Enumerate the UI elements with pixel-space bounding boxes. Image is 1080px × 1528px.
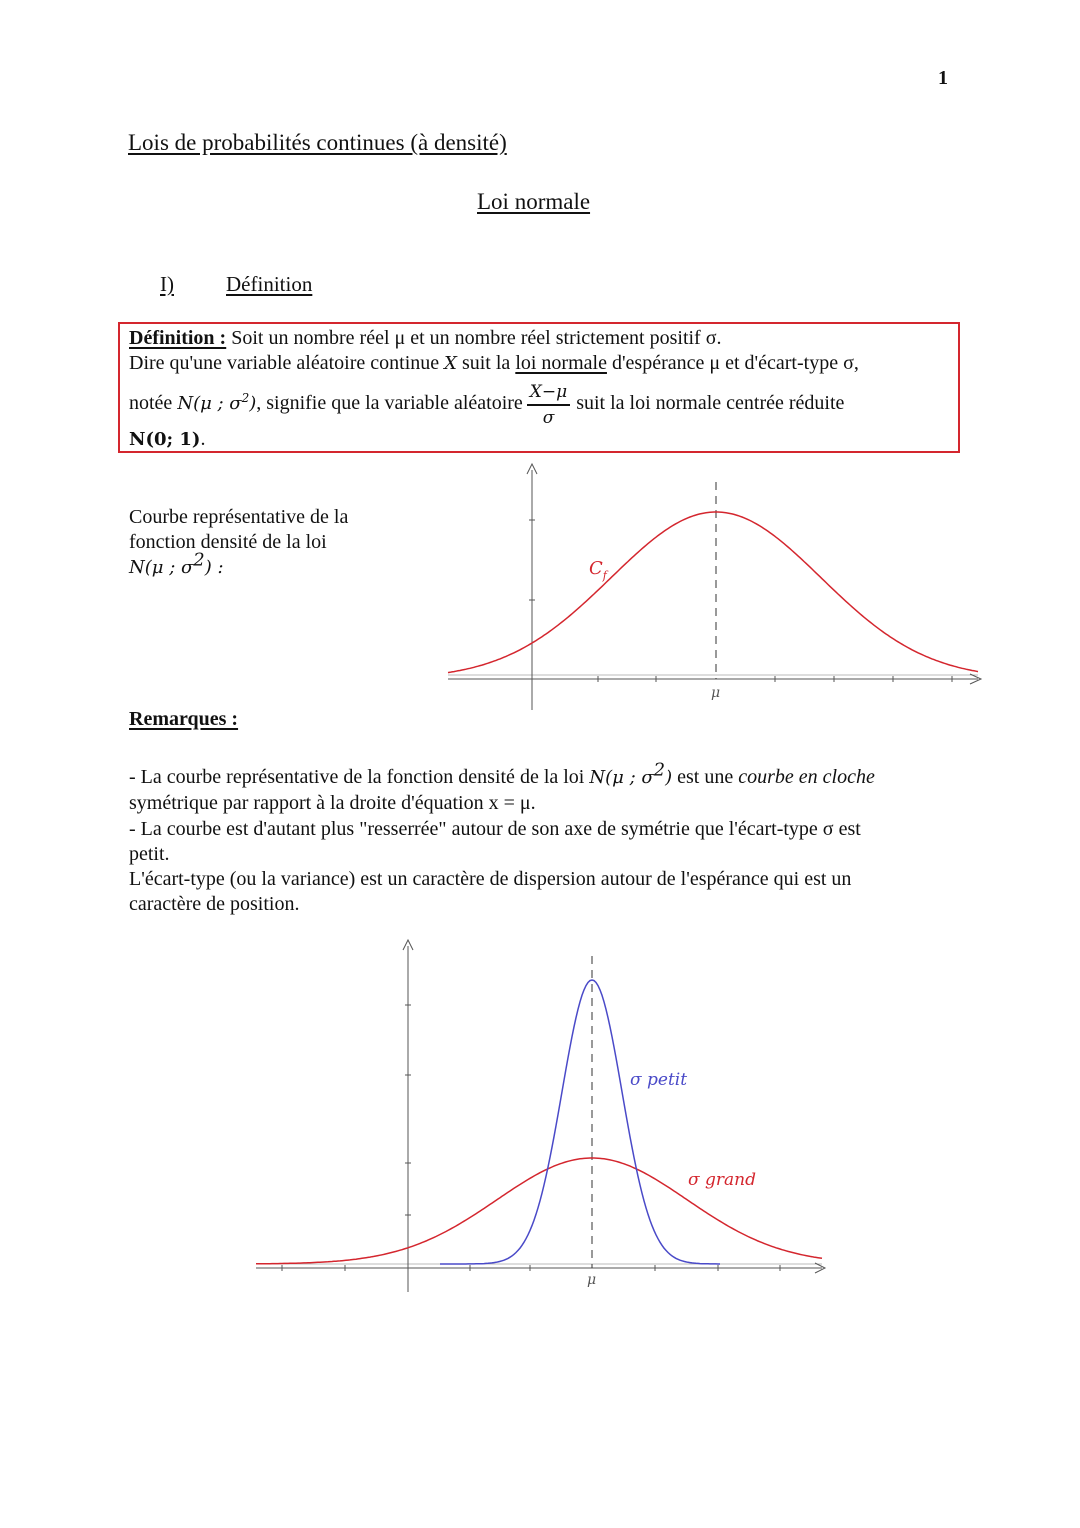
chapter-title: Lois de probabilités continues (à densité) bbox=[128, 130, 507, 155]
definition-text-3c: suit la loi normale centrée réduite bbox=[576, 392, 845, 414]
variable-x: X bbox=[444, 353, 457, 374]
definition-text-3b: , signifie que la variable aléatoire bbox=[256, 392, 523, 414]
figure2-mu-label: μ bbox=[587, 1272, 597, 1288]
definition-label: Définition : bbox=[129, 327, 227, 349]
figure1-density-curve bbox=[448, 512, 978, 673]
remark-line-6: caractère de position. bbox=[129, 893, 300, 915]
curve-label-sub: f bbox=[602, 569, 607, 582]
remarks-title: Remarques : bbox=[129, 708, 239, 730]
remark-line-5: L'écart-type (ou la variance) est un caractère de dispersion autour de l'espérance qui est un bbox=[129, 868, 852, 890]
part-title: Définition bbox=[226, 272, 313, 296]
remark-line-1 bbox=[129, 759, 875, 790]
figure1-mu-label: μ bbox=[711, 685, 721, 701]
definition-text-3a: notée bbox=[129, 392, 178, 414]
fraction-denominator: σ bbox=[542, 407, 555, 428]
figure1-caption-1: Courbe représentative de la bbox=[129, 506, 349, 528]
remark-line-4: petit. bbox=[129, 843, 170, 865]
loi-normale-link: loi normale bbox=[515, 352, 607, 374]
remark-line-3: - La courbe est d'autant plus "resserrée" autour de son axe de symétrie que l'écart-type σ est bbox=[129, 818, 861, 840]
caption-notation: N(μ ; σ bbox=[129, 557, 194, 578]
remark-1b: est une bbox=[672, 766, 739, 788]
figure1-curve-label bbox=[589, 558, 609, 582]
part-number: I) bbox=[160, 272, 174, 296]
standard-normal-notation: N(0; 1) bbox=[129, 429, 201, 450]
figure1-caption-2: fonction densité de la loi bbox=[129, 531, 327, 553]
section-title: Loi normale bbox=[477, 189, 591, 214]
definition-text-2a: Dire qu'une variable aléatoire continue bbox=[129, 352, 445, 374]
remark-line-2: symétrique par rapport à la droite d'équation x = μ. bbox=[129, 792, 536, 814]
definition-end: . bbox=[200, 428, 206, 450]
figure1-ticks bbox=[529, 520, 952, 682]
remark-1a: - La courbe représentative de la fonction densité de la loi bbox=[129, 766, 590, 788]
caption-notation-sup: 2 bbox=[193, 549, 205, 571]
large-sigma-label: σ grand bbox=[688, 1170, 756, 1190]
caption-notation-end: ) : bbox=[204, 557, 224, 578]
notation-normal-close: ) bbox=[249, 393, 257, 414]
definition-text-2b: suit la bbox=[456, 352, 516, 374]
remark-notation-close: ) bbox=[665, 767, 673, 788]
notation-normal-sup: 2 bbox=[241, 391, 250, 405]
curve-label-c: C bbox=[589, 558, 603, 579]
definition-text-1: Soit un nombre réel μ et un nombre réel strictement positif σ. bbox=[226, 327, 722, 349]
definition-text-2c: d'espérance μ et d'écart-type σ, bbox=[606, 352, 859, 374]
page-number: 1 bbox=[938, 67, 948, 89]
notation-normal-base: N(μ ; σ bbox=[177, 393, 242, 414]
remark-notation: N(μ ; σ bbox=[589, 767, 654, 788]
fraction-numerator: X−μ bbox=[527, 381, 570, 406]
small-sigma-label: σ petit bbox=[630, 1070, 688, 1090]
remark-bell-curve: courbe en cloche bbox=[738, 766, 875, 788]
remark-notation-sup: 2 bbox=[653, 759, 666, 781]
